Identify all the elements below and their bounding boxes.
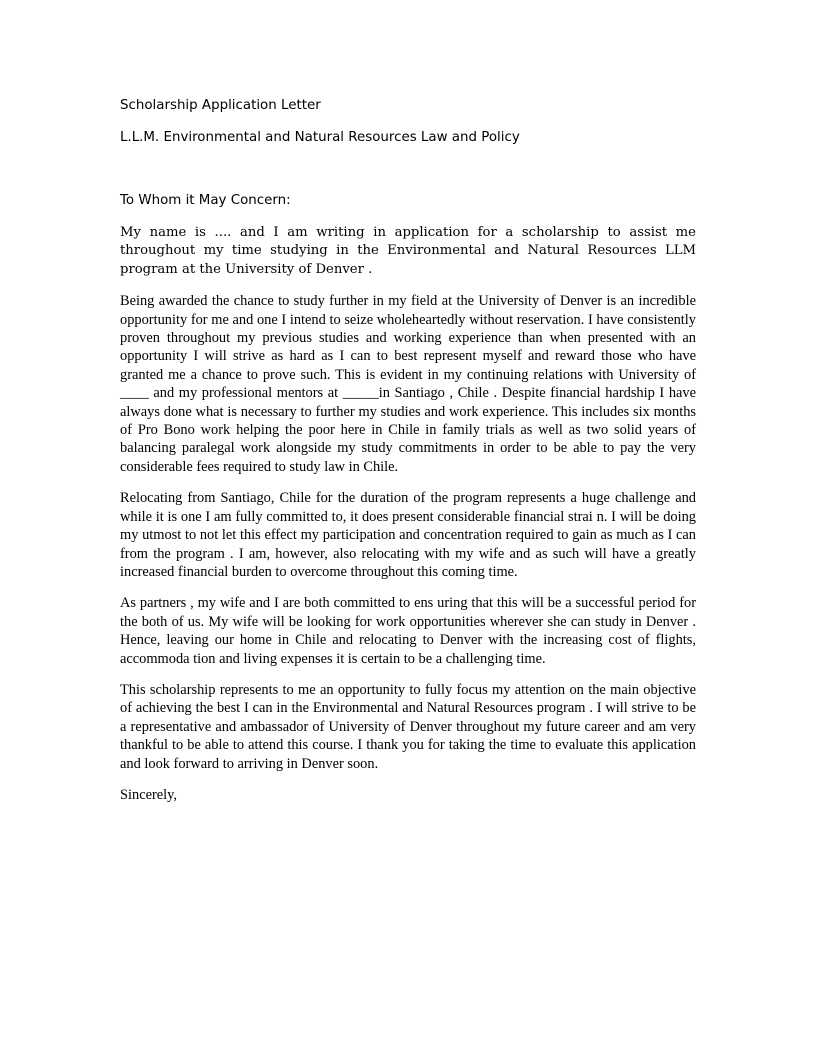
paragraph-opportunity: Being awarded the chance to study further in my field at the University of Denver is an incredible opportunity for me and one I intend to seize wholeheartedly without reservation. I have consistently proven throughout my previous studies and working experience than when presented with an opportunity I will strive as hard as I can to best represent myself and reward those who have granted me a chance to prove such. This is evident in my continuing relations with University of ____ and my professional mentors at _____in Santiago , Chile . Despite financial hardship I have always done what is necessary to further my studies and work experience. This includes six months of Pro Bono work helping the poor here in Chile in family trials as well as two solid years of balancing paralegal work alongside my study commitments in order to be able to pay the very considerable fees required to study law in Chile. [120,293,696,475]
paragraph-partners: As partners , my wife and I are both committed to ens uring that this will be a successful period for the both of us. My wife will be looking for work opportunities wherever she can study in Denver . Hence, leaving our home in Chile and relocating to Denver with the increasing cost of flights, accommoda tion and living expenses it is certain to be a challenging time. [120,595,696,667]
letter-title: Scholarship Application Letter [120,98,321,113]
closing: Sincerely, [120,786,178,803]
paragraph-introduction: My name is .... and I am writing in application for a scholarship to assist me throughout my time studying in the Environmental and Natural Resources LLM program at the University of Denver . [120,225,696,277]
paragraph-relocation: Relocating from Santiago, Chile for the duration of the program represents a huge challenge and while it is one I am fully committed to, it does present considerable financial strai n. I will be doing my utmost to not let this effect my participation and concentration required to gain as much as I can from the program . I am, however, also relocating with my wife and as such will have a greatly increased financial burden to overcome throughout this coming time. [120,490,696,580]
letter-body [120,96,696,804]
program-name: L.L.M. Environmental and Natural Resources Law and Policy [120,130,520,145]
paragraph-conclusion: This scholarship represents to me an opportunity to fully focus my attention on the main objective of achieving the best I can in the Environmental and Natural Resources program . I will strive to be a representative and ambassador of University of Denver throughout my future career and am very thankful to be able to attend this course. I thank you for taking the time to evaluate this application and look forward to arriving in Denver soon. [120,681,696,772]
salutation: To Whom it May Concern: [120,193,291,208]
